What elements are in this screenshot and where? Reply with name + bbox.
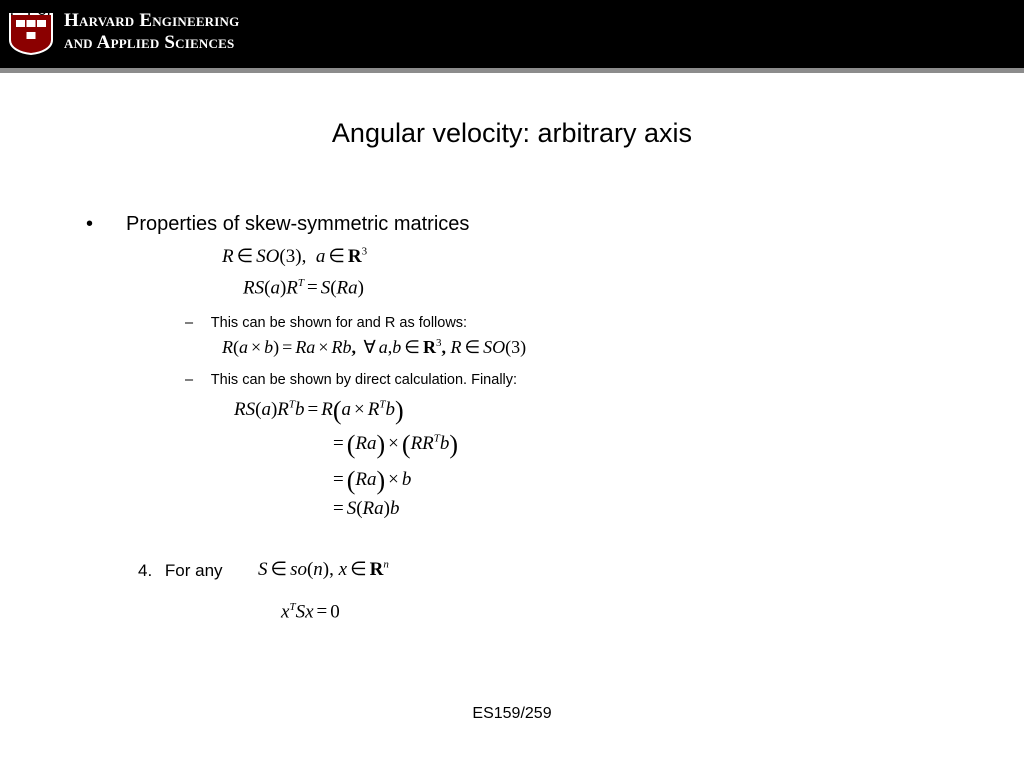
math-derivation-line-1: $RS(a)R^Tb = R(a \times R^Tb)$ (234, 396, 404, 425)
list-item-4-number: 4. (138, 561, 153, 580)
bullet-marker: • (86, 213, 94, 235)
bullet-text: Properties of skew-symmetric matrices (126, 213, 470, 235)
list-item-4 (138, 561, 223, 581)
list-item-3 (0, 0, 52, 20)
footer-course-code: ES159/259 (472, 705, 552, 722)
list-item-3-number: 3. (0, 0, 15, 19)
subitem-2 (185, 372, 517, 388)
subitem-1 (185, 315, 467, 331)
math-item3-equation: $RS(a)R^T = S(Ra)$ (243, 277, 364, 299)
subitem-2-text: This can be shown by direct calculation. Finally: (210, 372, 518, 388)
list-item-3-label: For (26, 0, 53, 19)
math-derivation-line-3: = (Ra) × b (333, 466, 412, 495)
math-item3-condition: R ∈ SO(3), a ∈ $R^3$ (222, 245, 368, 267)
subitem-2-marker: – (185, 372, 194, 388)
math-item4-equation: $x^TSx = 0$ (281, 601, 340, 623)
brand-line-1: Harvard Engineering (64, 10, 240, 31)
math-subitem1-equation: R(a × b) = Ra × Rb, ∀ a,b ∈ $R^3$, R ∈ SO(3) (222, 337, 527, 357)
page-title: Angular velocity: arbitrary axis (331, 118, 693, 148)
math-item4-condition: S ∈ so(n), x ∈ $R^n$ (258, 558, 389, 580)
math-derivation-line-2: = $(Ra) \times (RR^Tb)$ (333, 430, 459, 459)
math-derivation-line-4: = S(Ra)b (333, 498, 400, 519)
list-item-4-label: For any (164, 561, 223, 580)
subitem-1-marker: – (185, 315, 194, 331)
brand-line-2: and Applied Sciences (64, 32, 235, 54)
bullet-properties (86, 213, 469, 236)
subitem-1-text: This can be shown for and R as follows: (210, 315, 468, 331)
